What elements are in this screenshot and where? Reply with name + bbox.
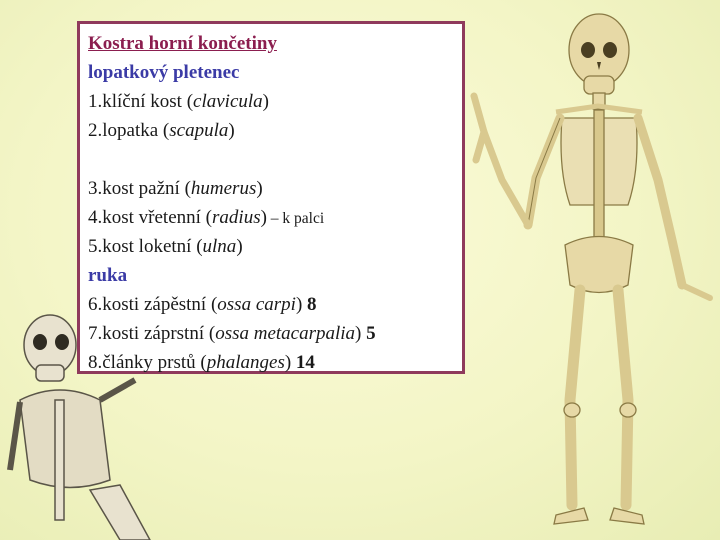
skeleton-full-body-illustration bbox=[462, 0, 720, 540]
list-item: 3.kost pažní (humerus) bbox=[88, 177, 263, 199]
list-item: 1.klíční kost (clavicula) bbox=[88, 90, 269, 112]
bone-count: 8 bbox=[307, 294, 317, 316]
item-note: – k palci bbox=[266, 209, 325, 227]
list-item: 7.kosti záprstní (ossa metacarpalia) 5 bbox=[88, 323, 376, 345]
list-item: 4.kost vřetenní (radius) – k palci bbox=[88, 206, 325, 228]
list-item: 8.články prstů (phalanges) 14 bbox=[88, 352, 315, 374]
bone-list-textbox bbox=[77, 21, 465, 374]
section-heading-hand: ruka bbox=[88, 265, 128, 287]
section-heading-shoulder-girdle: lopatkový pletenec bbox=[88, 61, 240, 83]
bone-count: 5 bbox=[366, 323, 376, 345]
slide-title: Kostra horní končetiny bbox=[88, 33, 277, 54]
list-item: 6.kosti zápěstní (ossa carpi) 8 bbox=[88, 294, 317, 316]
list-item: 2.lopatka (scapula) bbox=[88, 119, 235, 141]
list-item: 5.kost loketní (ulna) bbox=[88, 236, 243, 258]
bone-count: 14 bbox=[295, 352, 315, 374]
